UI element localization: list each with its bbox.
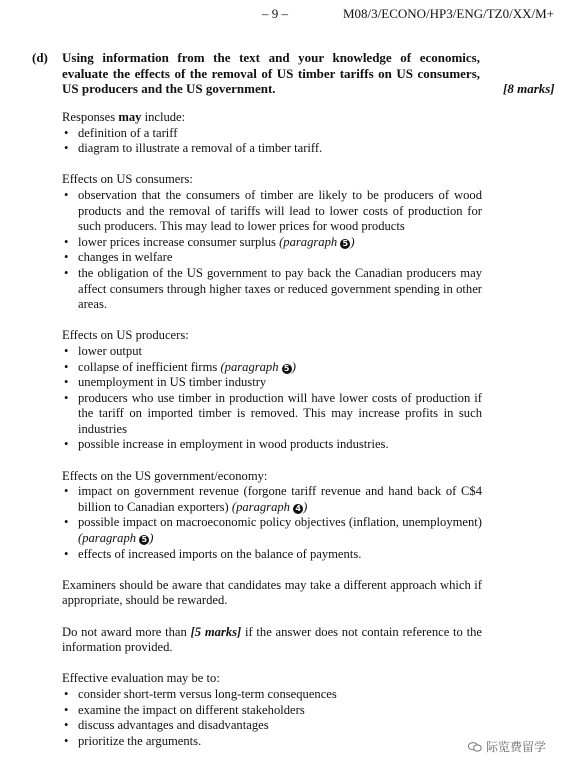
document-code: M08/3/ECONO/HP3/ENG/TZ0/XX/M+ (343, 6, 555, 21)
paragraph-reference: (paragraph 5 ) (279, 234, 355, 249)
paragraph-number-badge: 5 (282, 364, 292, 374)
paragraph-number-badge: 4 (293, 504, 303, 514)
list-item: • prioritize the arguments. (62, 734, 482, 750)
evaluation-list (62, 687, 482, 749)
list-item: • possible impact on macroeconomic policy objectives (inflation, unemployment) (paragraph 5 ) (62, 515, 482, 546)
page-number: – 9 – (262, 6, 288, 21)
list-item: • lower prices increase consumer surplus (paragraph 5 ) (62, 235, 482, 251)
list-item: • examine the impact on different stakeholders (62, 703, 482, 719)
evaluation-section (62, 671, 482, 749)
government-list (62, 484, 482, 562)
list-item: • producers who use timber in production will have lower costs of production if the tariff on imported timber is removed. This may increase profits in such industries (62, 391, 482, 438)
award-note: Do not award more than [5 marks] if the answer does not contain reference to the information provided. (62, 624, 482, 655)
list-item: • consider short-term versus long-term consequences (62, 687, 482, 703)
list-item: • collapse of inefficient firms (paragraph 5 ) (62, 360, 482, 376)
section-heading: Effective evaluation may be to: (62, 671, 220, 686)
award-note-section (62, 625, 482, 656)
list-item: • discuss advantages and disadvantages (62, 718, 482, 734)
list-item: • diagram to illustrate a removal of a timber tariff. (62, 141, 482, 157)
section-heading: Effects on US consumers: (62, 172, 193, 187)
responses-intro: Responses may include: (62, 110, 186, 124)
responses-section (62, 110, 482, 157)
list-item: • impact on government revenue (forgone tariff revenue and hand back of C$4 billion to Canadian exporters) (paragraph 4 ) (62, 484, 482, 515)
paragraph-reference: (paragraph 5 ) (78, 531, 154, 546)
list-item: • changes in welfare (62, 250, 482, 266)
section-heading: Effects on US producers: (62, 328, 189, 343)
list-item: • unemployment in US timber industry (62, 375, 482, 391)
paragraph-reference: (paragraph 5 ) (220, 359, 296, 374)
consumers-section (62, 172, 482, 312)
list-item: • lower output (62, 344, 482, 360)
list-item: • effects of increased imports on the balance of payments. (62, 547, 482, 563)
paragraph-reference: (paragraph 4 ) (231, 499, 308, 514)
watermark (468, 738, 546, 755)
examiners-note: Examiners should be aware that candidates may take a different approach which if appropriate, should be rewarded. (62, 577, 482, 608)
section-heading: Effects on the US government/economy: (62, 468, 268, 483)
responses-list (62, 126, 482, 157)
producers-list (62, 344, 482, 453)
list-item: • possible increase in employment in wood products industries. (62, 437, 482, 453)
wechat-icon (468, 742, 482, 752)
question-marks: [8 marks] (503, 81, 555, 96)
markscheme-body (62, 110, 482, 765)
watermark-text: 际览费留学 (486, 740, 547, 754)
award-marks: [5 marks] (190, 624, 242, 639)
producers-section (62, 328, 482, 453)
question-label: (d) (32, 50, 48, 65)
list-item: • observation that the consumers of timber are likely to be producers of wood products and the removal of tariffs will lead to lower costs of production for such producers. This may lead to lower prices for wood products (62, 188, 482, 235)
list-item: • the obligation of the US government to pay back the Canadian producers may affect consumers through higher taxes or reduced government spending in other areas. (62, 266, 482, 313)
consumers-list (62, 188, 482, 313)
government-section (62, 469, 482, 563)
list-item: • definition of a tariff (62, 126, 482, 142)
examiners-note-section (62, 578, 482, 609)
question-text: Using information from the text and your knowledge of economics, evaluate the effects of the removal of US timber tariffs on US consumers, US producers and the US government. (62, 50, 480, 96)
paragraph-number-badge: 5 (139, 535, 149, 545)
paragraph-number-badge: 5 (340, 239, 350, 249)
